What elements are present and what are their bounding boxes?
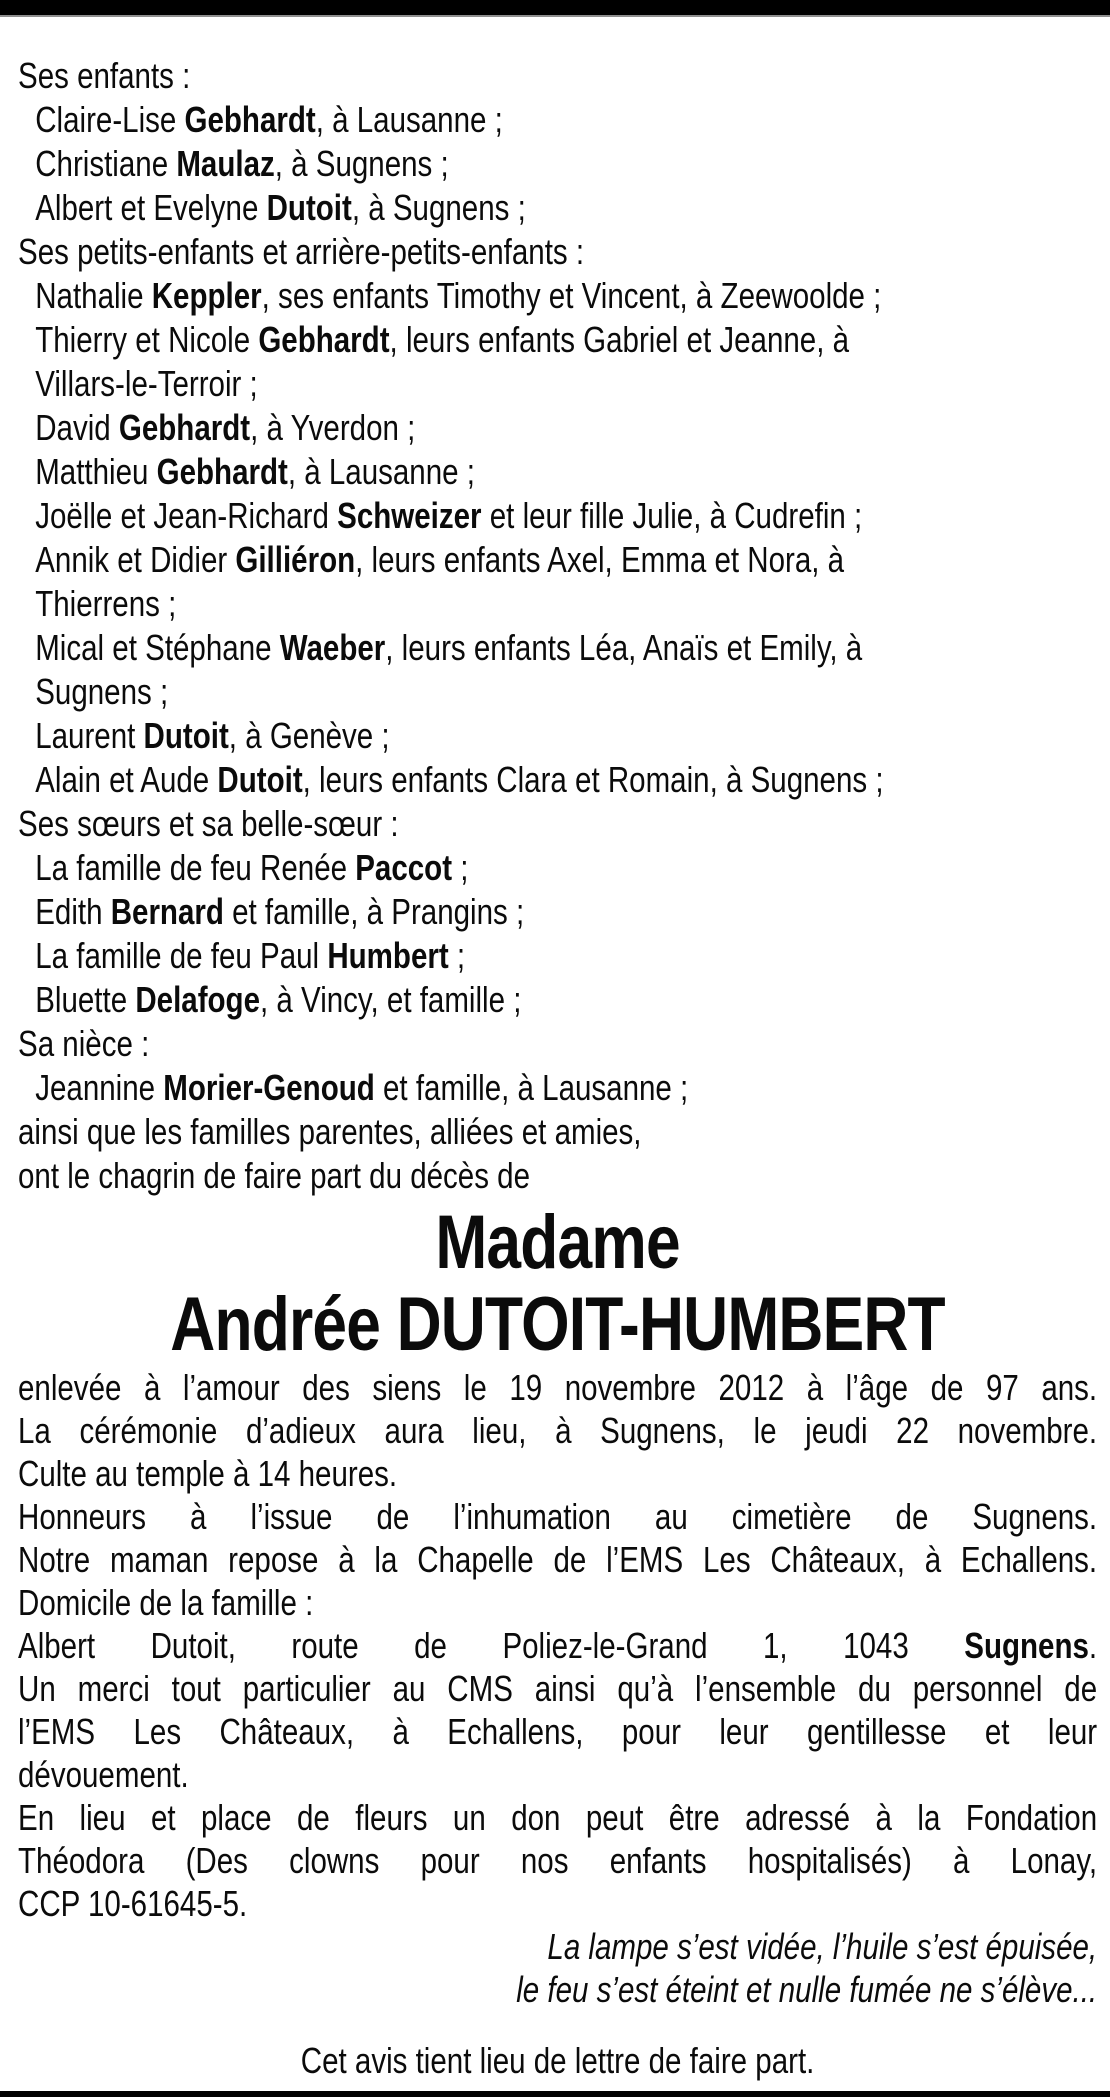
family-list-line bbox=[18, 142, 1097, 186]
text-segment: Joëlle et Jean-Richard bbox=[35, 495, 338, 536]
deceased-title-block bbox=[18, 1202, 1097, 1366]
text-segment: Un merci tout particulier au CMS ainsi qu’à l’ensemble du personnel de bbox=[18, 1668, 1098, 1709]
text-segment: Thierrens ; bbox=[35, 583, 177, 624]
announcement-line bbox=[18, 1409, 1097, 1452]
family-list-line bbox=[18, 714, 1097, 758]
family-name-bold: Morier-Genoud bbox=[163, 1067, 375, 1108]
family-name-bold: Maulaz bbox=[176, 143, 275, 184]
text-segment: Matthieu bbox=[35, 451, 157, 492]
family-list-line bbox=[18, 626, 1097, 670]
family-list-line bbox=[18, 670, 1097, 714]
text-segment: , leurs enfants Gabriel et Jeanne, à bbox=[389, 319, 850, 360]
family-list-line bbox=[18, 846, 1097, 890]
text-segment: Bluette bbox=[35, 979, 136, 1020]
text-segment: Mical et Stéphane bbox=[35, 627, 280, 668]
family-list-line bbox=[18, 230, 1097, 274]
text-segment: Honneurs à l’issue de l’inhumation au cimetière de Sugnens. bbox=[18, 1496, 1098, 1537]
family-list-line bbox=[18, 1022, 1097, 1066]
text-segment: La famille de feu Paul bbox=[35, 935, 328, 976]
text-segment: Sugnens ; bbox=[35, 671, 169, 712]
text-segment: David bbox=[35, 407, 119, 448]
announcement-line bbox=[18, 1753, 1097, 1796]
text-segment: , leurs enfants Axel, Emma et Nora, à bbox=[355, 539, 845, 580]
family-list-line bbox=[18, 450, 1097, 494]
announcement-line bbox=[18, 1538, 1097, 1581]
family-name-bold: Humbert bbox=[327, 935, 449, 976]
text-segment: Sa nièce : bbox=[18, 1023, 150, 1064]
announcement-line bbox=[18, 1495, 1097, 1538]
text-segment: Ses sœurs et sa belle-sœur : bbox=[18, 803, 399, 844]
text-segment: Jeannine bbox=[35, 1067, 164, 1108]
family-name-bold: Sugnens bbox=[964, 1625, 1089, 1666]
family-name-bold: Bernard bbox=[110, 891, 224, 932]
family-list-line bbox=[18, 978, 1097, 1022]
family-list-line bbox=[18, 890, 1097, 934]
text-segment: , à Lausanne ; bbox=[315, 99, 503, 140]
text-segment: Alain et Aude bbox=[35, 759, 218, 800]
family-list-line bbox=[18, 582, 1097, 626]
text-segment: Notre maman repose à la Chapelle de l’EMS Les Châteaux, à Echallens. bbox=[18, 1539, 1098, 1580]
text-segment: , à Sugnens ; bbox=[351, 187, 526, 228]
text-segment: ; bbox=[452, 847, 469, 888]
verse-line: le feu s’est éteint et nulle fumée ne s’élève... bbox=[516, 1969, 1098, 2010]
text-segment: , à Yverdon ; bbox=[250, 407, 416, 448]
text-segment: Christiane bbox=[35, 143, 177, 184]
obituary-notice bbox=[18, 0, 1097, 2083]
family-list-line bbox=[18, 274, 1097, 318]
text-segment: Domicile de la famille : bbox=[18, 1582, 314, 1623]
announcement-line bbox=[18, 1624, 1097, 1667]
announcement-line bbox=[18, 1452, 1097, 1495]
family-name-bold: Gilliéron bbox=[235, 539, 356, 580]
family-list-line bbox=[18, 318, 1097, 362]
family-list-line bbox=[18, 758, 1097, 802]
announcement-body bbox=[18, 1366, 1097, 1925]
text-segment: Villars-le-Terroir ; bbox=[35, 363, 258, 404]
text-segment: Claire-Lise bbox=[35, 99, 185, 140]
text-segment: , à Lausanne ; bbox=[287, 451, 475, 492]
family-list-line bbox=[18, 494, 1097, 538]
family-list-line bbox=[18, 1066, 1097, 1110]
family-list-line bbox=[18, 934, 1097, 978]
text-segment: . bbox=[1088, 1625, 1098, 1666]
text-segment: Laurent bbox=[35, 715, 144, 756]
text-segment: Théodora (Des clowns pour nos enfants hospitalisés) à Lonay, bbox=[18, 1840, 1098, 1881]
family-list-line bbox=[18, 362, 1097, 406]
family-list bbox=[18, 54, 1097, 1198]
text-segment: , ses enfants Timothy et Vincent, à Zeewoolde ; bbox=[261, 275, 882, 316]
announcement-line bbox=[18, 1710, 1097, 1753]
text-segment: , à Sugnens ; bbox=[274, 143, 449, 184]
text-segment: et leur fille Julie, à Cudrefin ; bbox=[481, 495, 863, 536]
text-segment: dévouement. bbox=[18, 1754, 189, 1795]
family-list-line bbox=[18, 54, 1097, 98]
text-segment: Albert et Evelyne bbox=[35, 187, 267, 228]
text-segment: Albert Dutoit, route de Poliez-le-Grand 1, 1043 bbox=[18, 1625, 965, 1666]
family-name-bold: Gebhardt bbox=[184, 99, 316, 140]
family-name-bold: Delafoge bbox=[135, 979, 261, 1020]
text-segment: Annik et Didier bbox=[35, 539, 236, 580]
text-segment: Ses petits-enfants et arrière-petits-enfants : bbox=[18, 231, 585, 272]
text-segment: Nathalie bbox=[35, 275, 152, 316]
memorial-verse bbox=[18, 1925, 1097, 2011]
text-segment: ainsi que les familles parentes, alliées et amies, bbox=[18, 1111, 642, 1152]
text-segment: , leurs enfants Clara et Romain, à Sugnens ; bbox=[302, 759, 884, 800]
text-segment: l’EMS Les Châteaux, à Echallens, pour leur gentillesse et leur bbox=[18, 1711, 1098, 1752]
family-name-bold: Dutoit bbox=[217, 759, 303, 800]
family-name-bold: Gebhardt bbox=[156, 451, 288, 492]
text-segment: Ses enfants : bbox=[18, 55, 191, 96]
family-list-line bbox=[18, 406, 1097, 450]
text-segment: ont le chagrin de faire part du décès de bbox=[18, 1155, 531, 1196]
family-list-line bbox=[18, 186, 1097, 230]
bottom-rule-bar bbox=[0, 2091, 1110, 2097]
text-segment: En lieu et place de fleurs un don peut être adressé à la Fondation bbox=[18, 1797, 1098, 1838]
family-list-line bbox=[18, 98, 1097, 142]
text-segment: et famille, à Prangins ; bbox=[223, 891, 525, 932]
family-list-line bbox=[18, 538, 1097, 582]
family-list-line bbox=[18, 802, 1097, 846]
verse-line: La lampe s’est vidée, l’huile s’est épuisée, bbox=[547, 1926, 1098, 1967]
announcement-line bbox=[18, 1667, 1097, 1710]
text-segment: , à Genève ; bbox=[228, 715, 390, 756]
text-segment: CCP 10-61645-5. bbox=[18, 1883, 248, 1924]
announcement-line bbox=[18, 1882, 1097, 1925]
announcement-line bbox=[18, 1581, 1097, 1624]
closing-line: Cet avis tient lieu de lettre de faire part. bbox=[300, 2040, 815, 2081]
family-name-bold: Keppler bbox=[151, 275, 262, 316]
family-name-bold: Gebhardt bbox=[118, 407, 251, 448]
text-segment: enlevée à l’amour des siens le 19 novembre 2012 à l’âge de 97 ans. bbox=[18, 1367, 1098, 1408]
family-list-line bbox=[18, 1154, 1097, 1198]
text-segment: , à Vincy, et famille ; bbox=[260, 979, 522, 1020]
text-segment: Thierry et Nicole bbox=[35, 319, 259, 360]
text-segment: La cérémonie d’adieux aura lieu, à Sugnens, le jeudi 22 novembre. bbox=[18, 1410, 1098, 1451]
family-name-bold: Paccot bbox=[355, 847, 453, 888]
family-name-bold: Dutoit bbox=[143, 715, 229, 756]
text-segment: La famille de feu Renée bbox=[35, 847, 356, 888]
announcement-line bbox=[18, 1839, 1097, 1882]
announcement-line bbox=[18, 1796, 1097, 1839]
text-segment: ; bbox=[448, 935, 466, 976]
family-name-bold: Gebhardt bbox=[258, 319, 390, 360]
family-name-bold: Dutoit bbox=[266, 187, 352, 228]
family-name-bold: Waeber bbox=[279, 627, 386, 668]
family-list-line bbox=[18, 1110, 1097, 1154]
announcement-line bbox=[18, 1366, 1097, 1409]
text-segment: Culte au temple à 14 heures. bbox=[18, 1453, 398, 1494]
deceased-title-line: Madame bbox=[435, 1200, 680, 1285]
family-name-bold: Schweizer bbox=[337, 495, 482, 536]
text-segment: et famille, à Lausanne ; bbox=[374, 1067, 689, 1108]
deceased-title-line: Andrée DUTOIT-HUMBERT bbox=[170, 1282, 945, 1367]
text-segment: Edith bbox=[35, 891, 111, 932]
text-segment: , leurs enfants Léa, Anaïs et Emily, à bbox=[385, 627, 863, 668]
